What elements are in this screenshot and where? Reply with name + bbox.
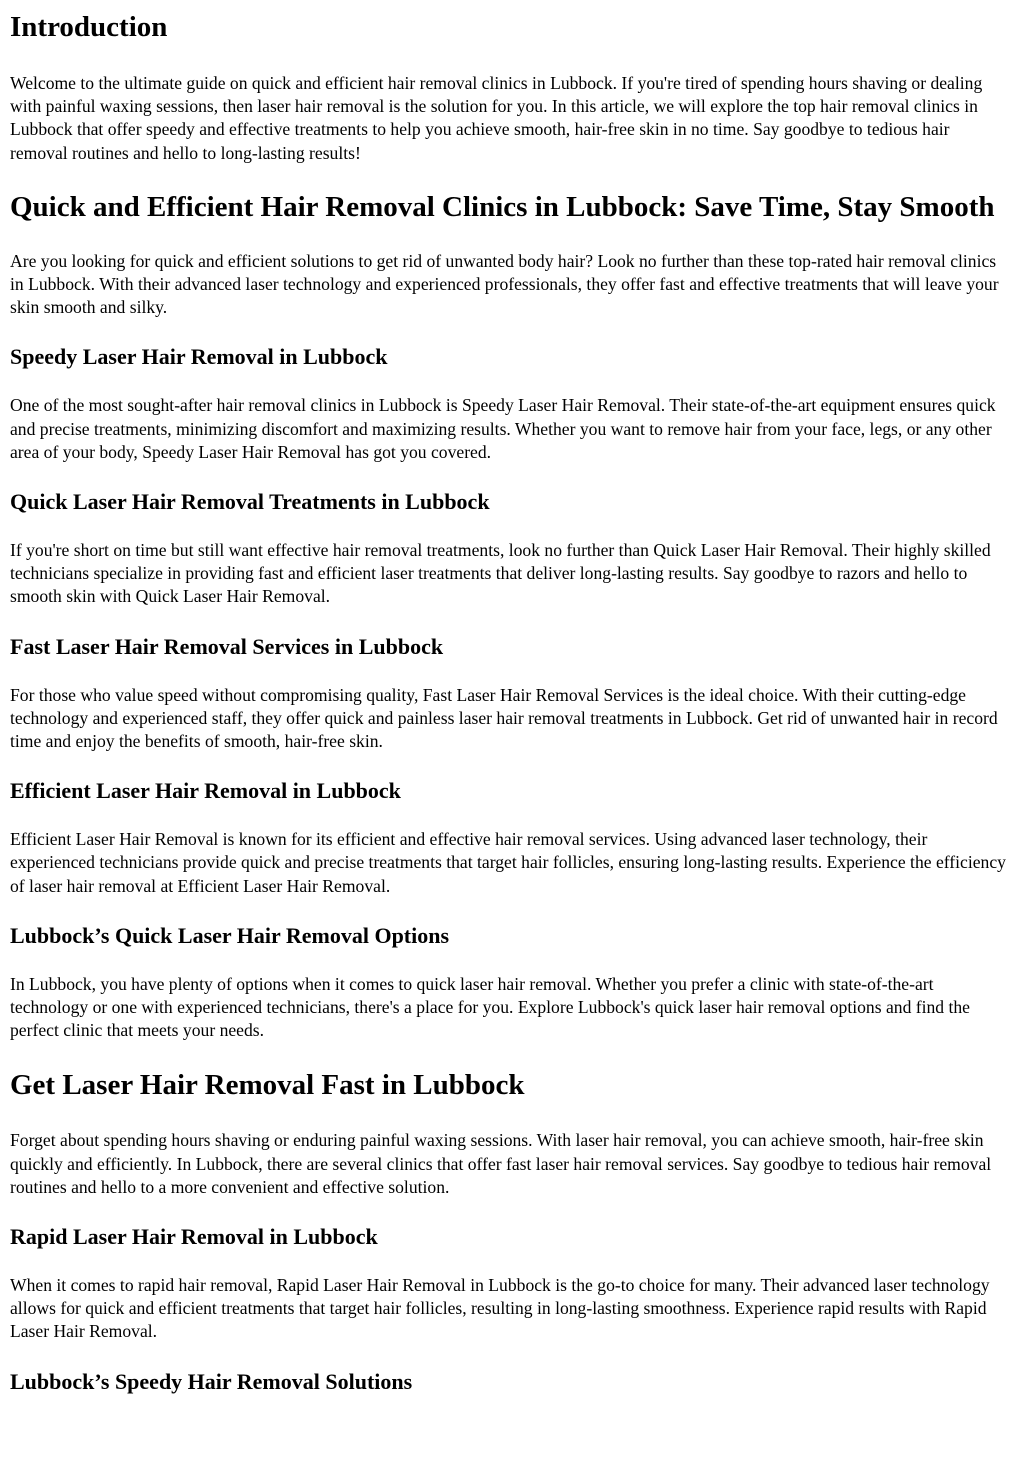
subheading-quick: Quick Laser Hair Removal Treatments in Lubbock xyxy=(10,489,490,515)
article xyxy=(0,10,1024,1395)
subheading-fast: Fast Laser Hair Removal Services in Lubbock xyxy=(10,633,444,659)
paragraph-fast: For those who value speed without compromising quality, Fast Laser Hair Removal Services is the ideal choice. With their cutting-edge technology and experienced staff, they offer quick and painless laser hair removal treatments in Lubbock. Get rid of unwanted hair in record time and enjoy the benefits of smooth, hair-free skin. xyxy=(10,684,998,752)
subheading-efficient: Efficient Laser Hair Removal in Lubbock xyxy=(10,778,401,804)
intro-paragraph: Welcome to the ultimate guide on quick and efficient hair removal clinics in Lubbock. If you're tired of spending hours shaving or dealing with painful waxing sessions, then laser hair removal is the solution for you. In this article, we will explore the top hair removal clinics in Lubbock that offer speedy and effective treatments to help you achieve smooth, hair-free skin in no time. Say goodbye to tedious hair removal routines and hello to long-lasting results! xyxy=(10,73,983,163)
section-heading-quick-efficient: Quick and Efficient Hair Removal Clinics in Lubbock: Save Time, Stay Smooth xyxy=(10,190,995,223)
section-paragraph-fast-lubbock: Forget about spending hours shaving or enduring painful waxing sessions. With laser hair removal, you can achieve smooth, hair-free skin quickly and efficiently. In Lubbock, there are several clinics that offer fast laser hair removal services. Say goodbye to tedious hair removal routines and hello to a more convenient and effective solution. xyxy=(10,1130,992,1197)
section-paragraph-quick-efficient: Are you looking for quick and efficient solutions to get rid of unwanted body hair? Look no further than these top-rated hair removal clinics in Lubbock. With their advanced laser technology and experienced professionals, they offer fast and effective treatments that will leave your skin smooth and silky. xyxy=(10,250,999,318)
subheading-speedy: Speedy Laser Hair Removal in Lubbock xyxy=(10,344,388,370)
intro-heading: Introduction xyxy=(10,11,168,43)
paragraph-rapid: When it comes to rapid hair removal, Rapid Laser Hair Removal in Lubbock is the go-to choice for many. Their advanced laser technology allows for quick and efficient treatments that target hair follicles, resulting in long-lasting smoothness. Experience rapid results with Rapid Laser Hair Removal. xyxy=(10,1275,990,1342)
paragraph-speedy: One of the most sought-after hair removal clinics in Lubbock is Speedy Laser Hair Removal. Their state-of-the-art equipment ensures quick and precise treatments, minimizing discomfort and maximizing results. Whether you want to remove hair from your face, legs, or any other area of your body, Speedy Laser Hair Removal has got you covered. xyxy=(10,395,996,462)
subheading-solutions: Lubbock’s Speedy Hair Removal Solutions xyxy=(10,1368,413,1394)
subheading-options: Lubbock’s Quick Laser Hair Removal Options xyxy=(10,922,450,948)
subheading-rapid: Rapid Laser Hair Removal in Lubbock xyxy=(10,1224,378,1250)
section-heading-fast-lubbock: Get Laser Hair Removal Fast in Lubbock xyxy=(10,1069,525,1102)
paragraph-efficient: Efficient Laser Hair Removal is known for its efficient and effective hair removal services. Using advanced laser technology, their experienced technicians provide quick and precise treatments that target hair follicles, ensuring long-lasting results. Experience the efficiency of laser hair removal at Efficient Laser Hair Removal. xyxy=(10,829,1006,896)
paragraph-quick: If you're short on time but still want effective hair removal treatments, look no further than Quick Laser Hair Removal. Their highly skilled technicians specialize in providing fast and efficient laser treatments that deliver long-lasting results. Say goodbye to razors and hello to smooth skin with Quick Laser Hair Removal. xyxy=(10,540,991,607)
paragraph-options: In Lubbock, you have plenty of options when it comes to quick laser hair removal. Whether you prefer a clinic with state-of-the-art technology or one with experienced technicians, there's a place for you. Explore Lubbock's quick laser hair removal options and find the perfect clinic that meets your needs. xyxy=(10,973,970,1041)
